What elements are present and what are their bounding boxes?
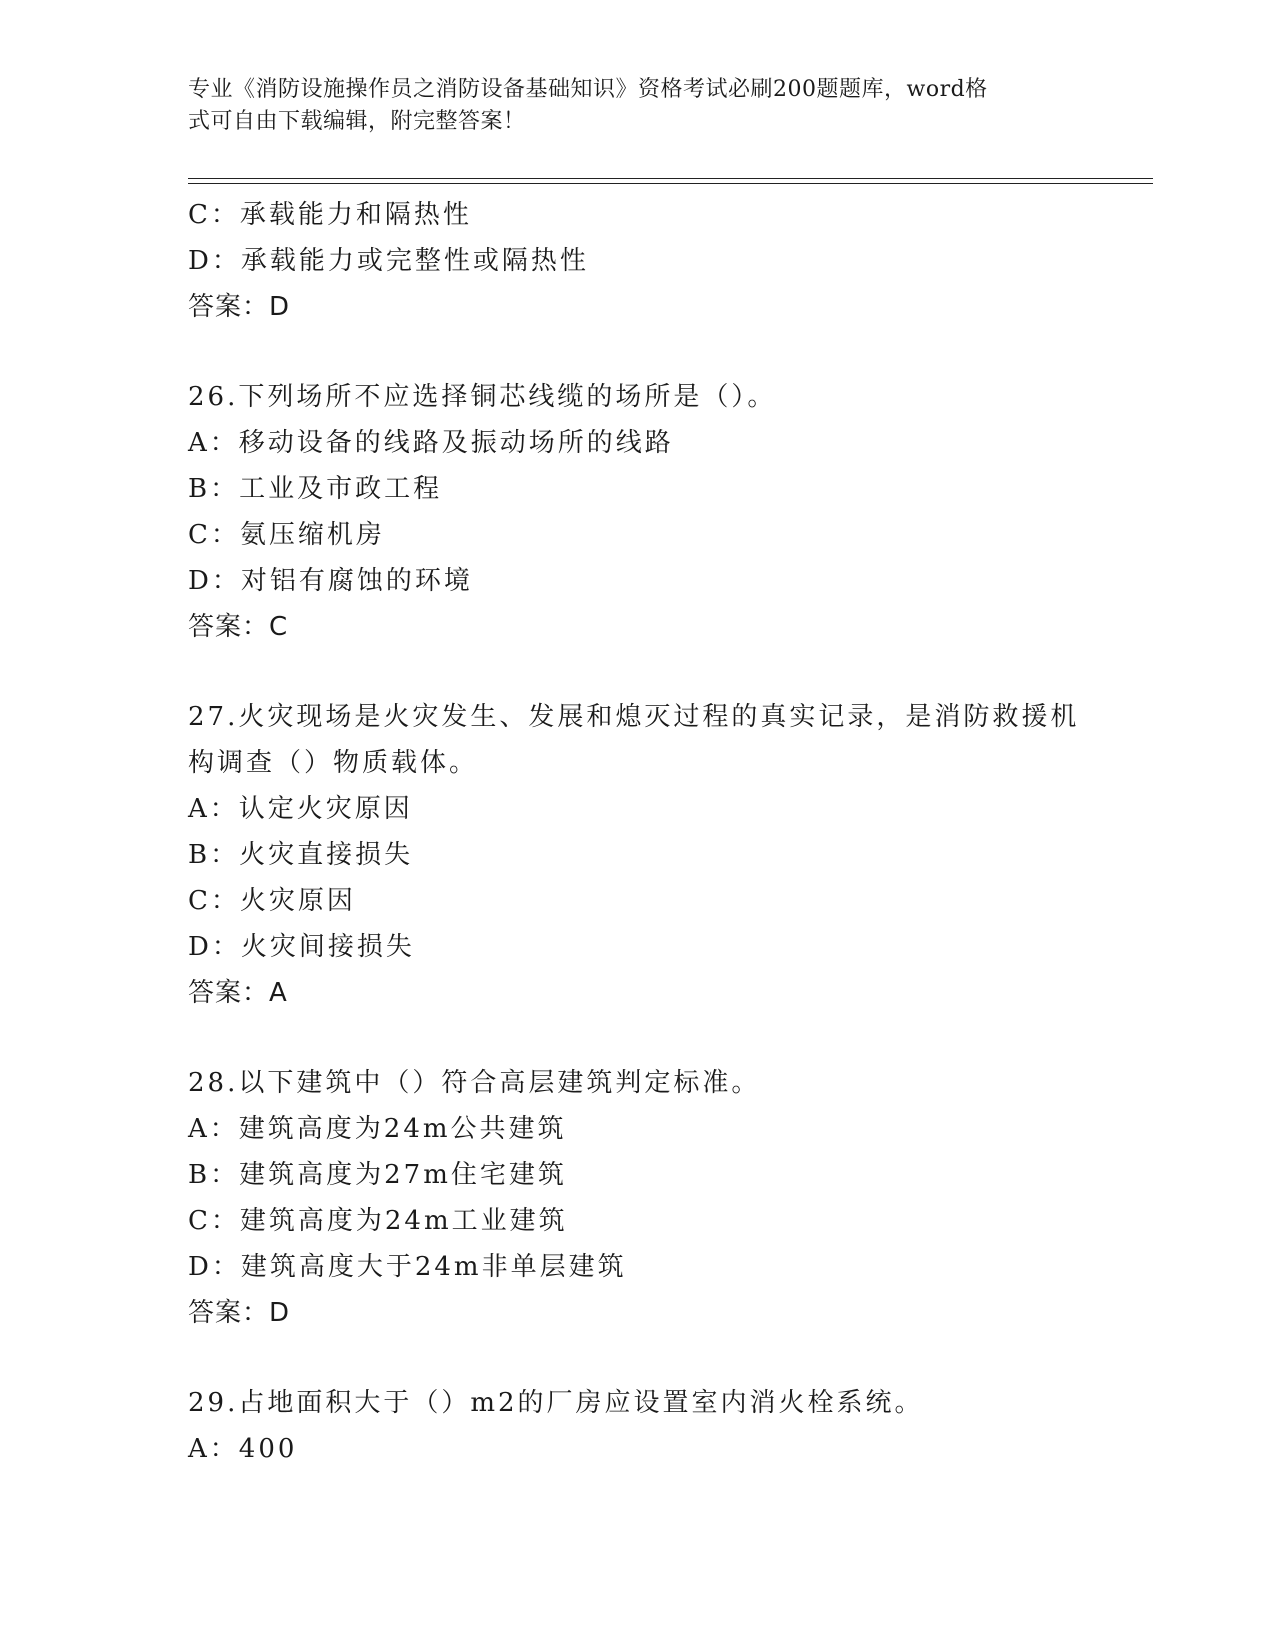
option-a: A：移动设备的线路及振动场所的线路: [188, 428, 674, 458]
option-c: C：火灾原因: [188, 886, 356, 916]
option-d: D：建筑高度大于24m非单层建筑: [188, 1252, 627, 1282]
header-divider-top: [188, 178, 1153, 179]
question-26: [188, 374, 1088, 650]
question-stem-line-2: 构调查（）物质载体。: [188, 748, 479, 778]
answer-line: 答案：D: [188, 292, 291, 322]
question-stem-line-1: 27.火灾现场是火灾发生、发展和熄灭过程的真实记录，是消防救援机: [188, 702, 1080, 732]
answer-line: 答案：C: [188, 612, 289, 642]
option-d: D：火灾间接损失: [188, 932, 415, 962]
option-b: B：建筑高度为27m住宅建筑: [188, 1160, 567, 1190]
option-a: A：认定火灾原因: [188, 794, 413, 824]
option-d: D：承载能力或完整性或隔热性: [188, 246, 589, 276]
option-a: A：400: [188, 1434, 298, 1464]
question-29: [188, 1380, 1088, 1472]
question-fragment: [188, 192, 1088, 330]
header-line-1: 专业《消防设施操作员之消防设备基础知识》资格考试必刷200题题库，word格: [188, 77, 988, 102]
option-d: D：对铝有腐蚀的环境: [188, 566, 473, 596]
question-27: [188, 694, 1088, 1016]
header-line-2: 式可自由下载编辑，附完整答案！: [188, 109, 526, 134]
option-b: B：火灾直接损失: [188, 840, 414, 870]
question-list: [188, 192, 1088, 1472]
option-c: C：建筑高度为24m工业建筑: [188, 1206, 568, 1236]
option-c: C：承载能力和隔热性: [188, 200, 472, 230]
option-a: A：建筑高度为24m公共建筑: [188, 1114, 567, 1144]
document-header: [188, 74, 1068, 138]
header-divider-bottom: [188, 183, 1153, 184]
question-stem: 28.以下建筑中（）符合高层建筑判定标准。: [188, 1068, 761, 1098]
option-c: C：氨压缩机房: [188, 520, 385, 550]
question-stem: 26.下列场所不应选择铜芯线缆的场所是（）。: [188, 382, 777, 412]
answer-line: 答案：D: [188, 1298, 291, 1328]
option-b: B：工业及市政工程: [188, 474, 443, 504]
answer-line: 答案：A: [188, 978, 288, 1008]
question-stem: 29.占地面积大于（）m2的厂房应设置室内消火栓系统。: [188, 1388, 924, 1418]
question-28: [188, 1060, 1088, 1336]
